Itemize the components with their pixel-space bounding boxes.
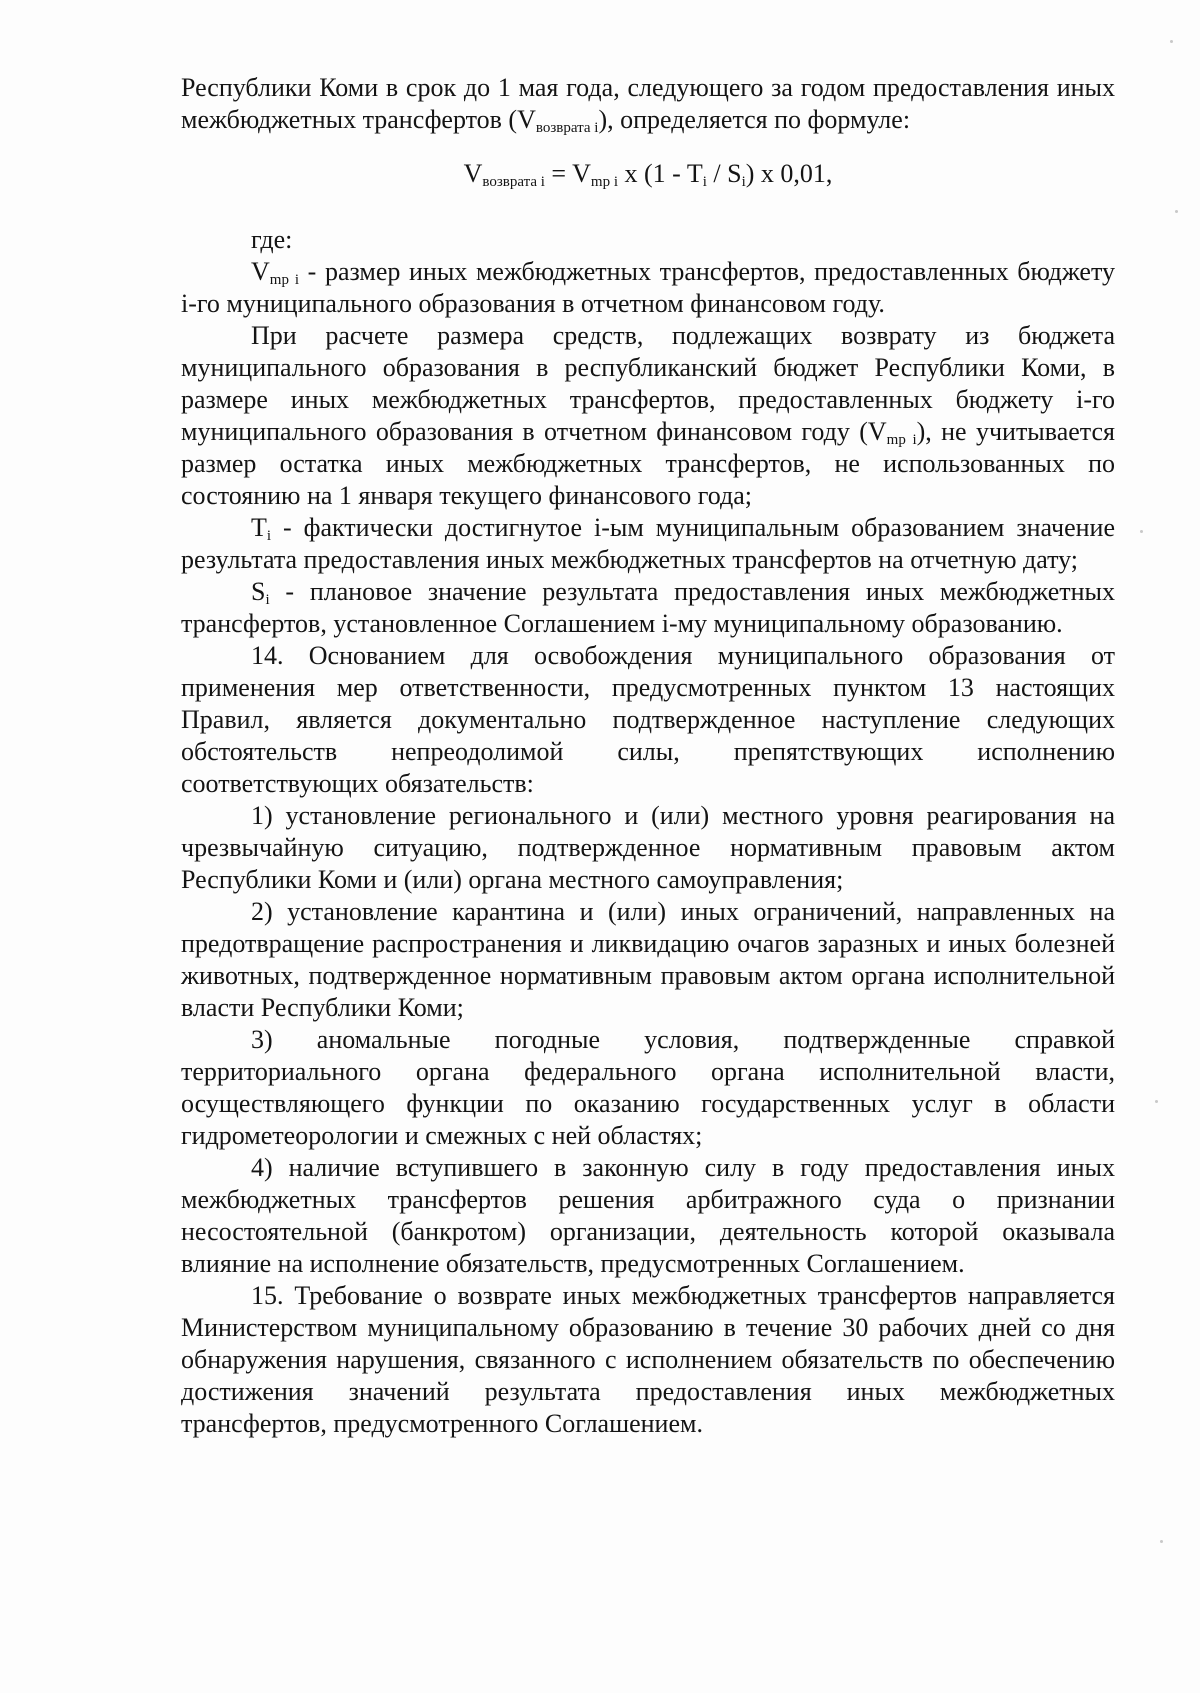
ti-definition [181, 512, 1115, 576]
paragraph-15: 15. Требование о возврате иных межбюджетных трансфертов направляется Министерством муниципальному образованию в течение 30 рабочих дней со дня обнаружения нарушения, связанного с исполнением обязательств по обеспечению достижения значений результата предоставления иных межбюджетных трансфертов, предусмотренного Соглашением. [181, 1281, 1115, 1438]
calc-paragraph [181, 320, 1115, 512]
si-text: - плановое значение результата предоставления иных межбюджетных трансфертов, установленное Соглашением i-му муниципальному образованию. [181, 577, 1115, 638]
ti-text: - фактически достигнутое i-ым муниципальным образованием значение результата предоставления иных межбюджетных трансфертов на отчетную дату; [181, 513, 1115, 574]
vmp-subscript: mp i [269, 272, 300, 288]
list-item-3: 3) аномальные погодные условия, подтвержденные справкой территориального органа федерального органа исполнительной власти, осуществляющего функции по оказанию государственных услуг в области гидрометеорологии и смежных с ней областях; [181, 1025, 1115, 1150]
list-item-2: 2) установление карантина и (или) иных ограничений, направленных на предотвращение распространения и ликвидацию очагов заразных и иных болезней животных, подтвержденное нормативным правовым актом органа исполнительной власти Республики Коми; [181, 897, 1115, 1022]
si-subscript: i [265, 592, 270, 608]
scan-speck [1160, 1540, 1163, 1543]
calc-text: При расчете размера средств, подлежащих возврату из бюджета муниципального образования в республиканский бюджет Республики Коми, в размере иных межбюджетных трансфертов, предоставленных бюджету i-го муниципального образования в отчетном финансовом году (V [181, 321, 1115, 446]
formula-t-subscript: i [702, 174, 707, 190]
si-symbol: S [251, 577, 266, 606]
calc-subscript: mp i [886, 432, 917, 448]
intro-paragraph [181, 72, 1115, 136]
scan-speck [1175, 210, 1178, 213]
ti-symbol: T [251, 513, 267, 542]
scan-speck [1140, 530, 1143, 533]
vmp-text: - размер иных межбюджетных трансфертов, предоставленных бюджету i-го муниципального образования в отчетном финансовом году. [181, 257, 1115, 318]
formula-part2: x (1 - T [618, 159, 703, 188]
formula [181, 158, 1115, 190]
list-item-4: 4) наличие вступившего в законную силу в году предоставления иных межбюджетных трансфертов решения арбитражного суда о признании несостоятельной (банкротом) организации, деятельность которой оказывала влияние на исполнение обязательств, предусмотренных Соглашением. [181, 1153, 1115, 1278]
formula-eq: = V [544, 159, 591, 188]
list-item-1: 1) установление регионального и (или) местного уровня реагирования на чрезвычайную ситуацию, подтвержденное нормативным правовым актом Республики Коми и (или) органа местного самоуправления; [181, 801, 1115, 894]
paragraph-14: 14. Основанием для освобождения муниципального образования от применения мер ответственности, предусмотренных пунктом 13 настоящих Правил, является документально подтвержденное наступление следующих обстоятельств непреодолимой силы, препятствующих исполнению соответствующих обязательств: [181, 641, 1115, 798]
scan-speck [1170, 40, 1173, 43]
intro-text: Республики Коми в срок до 1 мая года, следующего за годом предоставления иных межбюджетных трансфертов (V [181, 73, 1115, 134]
formula-mp-subscript: mp i [590, 174, 618, 190]
document-body [181, 72, 1115, 1440]
calc-tail: ), не учитывается размер остатка иных межбюджетных трансфертов, не использованных по состоянию на 1 января текущего финансового года; [181, 417, 1115, 510]
scan-speck [1155, 1100, 1158, 1103]
formula-part3: / S [706, 159, 742, 188]
si-definition [181, 576, 1115, 640]
formula-v: V [463, 159, 483, 188]
ti-subscript: i [266, 528, 272, 544]
formula-s-subscript: i [741, 174, 746, 190]
vmp-symbol: V [251, 257, 270, 286]
formula-part4: ) x 0,01, [745, 159, 833, 188]
intro-subscript: возврата i [535, 120, 599, 136]
vmp-definition [181, 256, 1115, 320]
where-label: где: [251, 225, 293, 254]
formula-v-subscript: возврата i [482, 174, 545, 190]
intro-tail: ), определяется по формуле: [598, 105, 911, 134]
